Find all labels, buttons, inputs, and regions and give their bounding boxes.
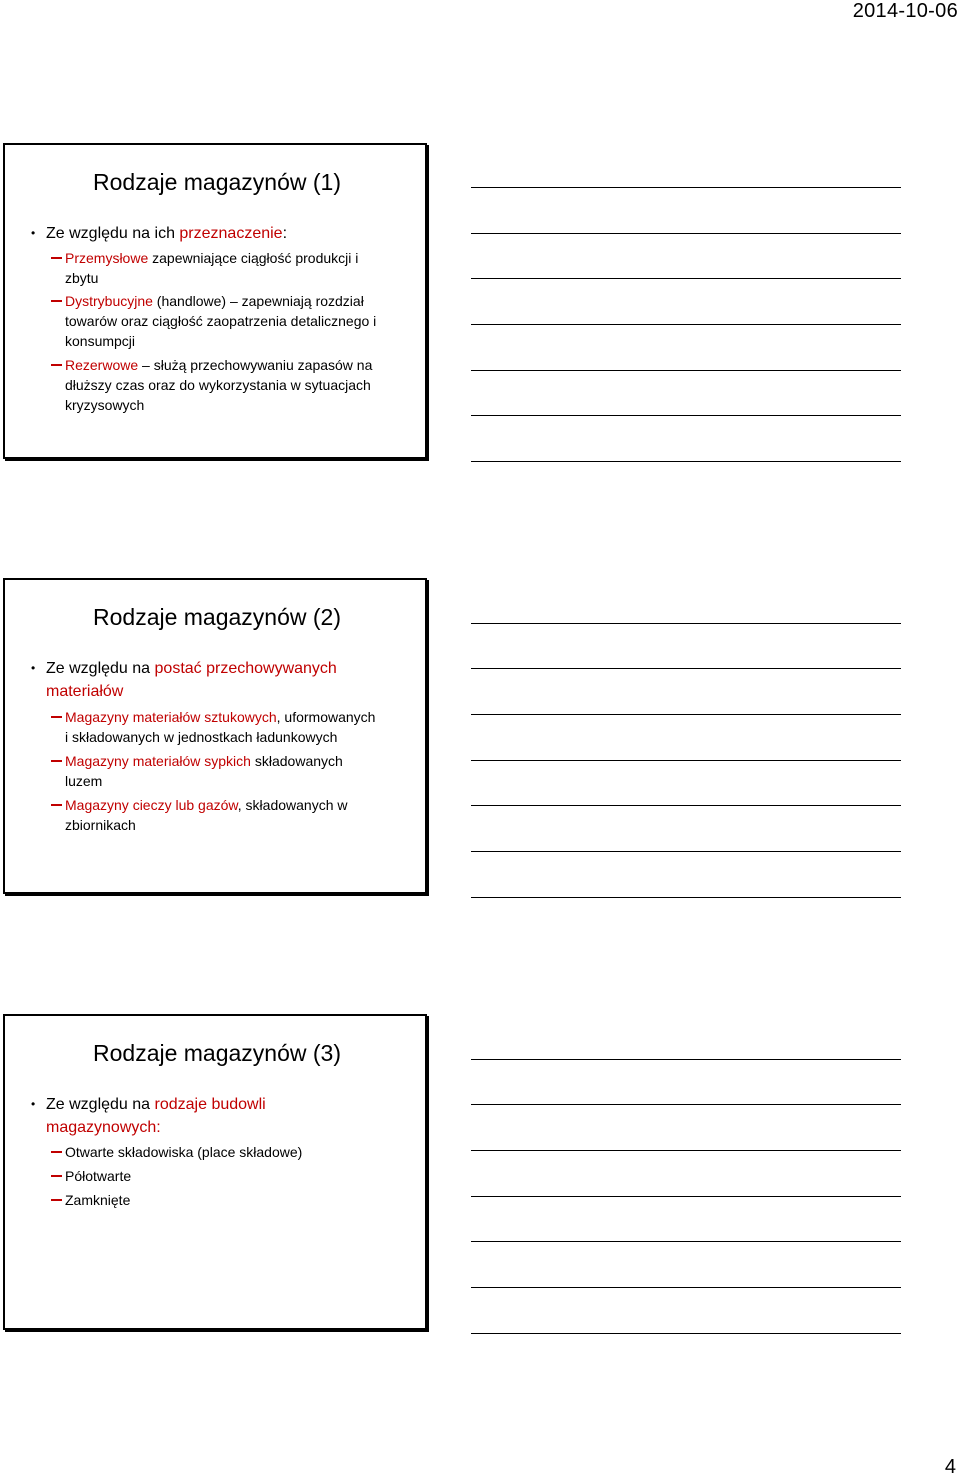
list-item: Półotwarte	[51, 1166, 421, 1186]
bullet	[31, 222, 411, 245]
list-item: Magazyny cieczy lub gazów, składowanych w zbiornikach	[51, 795, 421, 835]
dash-icon	[51, 1175, 62, 1177]
note-line	[471, 805, 901, 806]
note-line	[471, 324, 901, 325]
note-line	[471, 668, 901, 669]
page-number: 4	[944, 1456, 956, 1478]
bullet-text: Ze względu na rodzaje budowli magazynowych:	[46, 1096, 266, 1136]
note-line	[471, 851, 901, 852]
note-line	[471, 1150, 901, 1151]
bullet	[31, 657, 411, 703]
bullet-text: Ze względu na postać przechowywanych materiałów	[46, 660, 337, 700]
note-line	[471, 1241, 901, 1242]
slide-title: Rodzaje magazynów (2)	[93, 604, 342, 630]
note-line	[471, 461, 901, 462]
dash-icon	[51, 364, 62, 366]
bullet-icon: •	[31, 1097, 36, 1111]
header-date: 2014-10-06	[852, 0, 958, 22]
note-line	[471, 278, 901, 279]
list-item: Przemysłowe zapewniające ciągłość produkcji i zbytu	[51, 248, 421, 288]
note-line	[471, 187, 901, 188]
list-item: Magazyny materiałów sypkich składowanych luzem	[51, 751, 421, 791]
dash-icon	[51, 716, 62, 718]
list-item: Dystrybucyjne (handlowe) – zapewniają rozdział towarów oraz ciągłość zaopatrzenia detalicznego i konsumpcji	[51, 291, 421, 351]
slide-3	[3, 1014, 427, 1330]
dash-icon	[51, 760, 62, 762]
list-item: Otwarte składowiska (place składowe)	[51, 1142, 421, 1162]
bullet-text: Ze względu na ich przeznaczenie:	[46, 225, 288, 242]
note-line	[471, 760, 901, 761]
bullet-icon: •	[31, 661, 36, 675]
slide-title: Rodzaje magazynów (1)	[93, 169, 342, 195]
dash-icon	[51, 1199, 62, 1201]
note-line	[471, 1333, 901, 1334]
note-line	[471, 415, 901, 416]
dash-icon	[51, 804, 62, 806]
note-line	[471, 623, 901, 624]
dash-icon	[51, 300, 62, 302]
slide-1	[3, 143, 427, 459]
list-item: Rezerwowe – służą przechowywaniu zapasów na dłuższy czas oraz do wykorzystania w sytuacjach kryzysowych	[51, 355, 421, 415]
note-line	[471, 233, 901, 234]
note-line	[471, 1104, 901, 1105]
note-line	[471, 1287, 901, 1288]
note-line	[471, 897, 901, 898]
dash-icon	[51, 1151, 62, 1153]
list-item: Zamknięte	[51, 1190, 421, 1210]
bullet-icon: •	[31, 226, 36, 240]
slide-title: Rodzaje magazynów (3)	[93, 1040, 342, 1066]
dash-icon	[51, 257, 62, 259]
note-line	[471, 370, 901, 371]
slide-2	[3, 578, 427, 894]
note-line	[471, 714, 901, 715]
bullet	[31, 1093, 411, 1139]
note-line	[471, 1196, 901, 1197]
list-item: Magazyny materiałów sztukowych, uformowanych i składowanych w jednostkach ładunkowych	[51, 707, 421, 747]
note-line	[471, 1059, 901, 1060]
